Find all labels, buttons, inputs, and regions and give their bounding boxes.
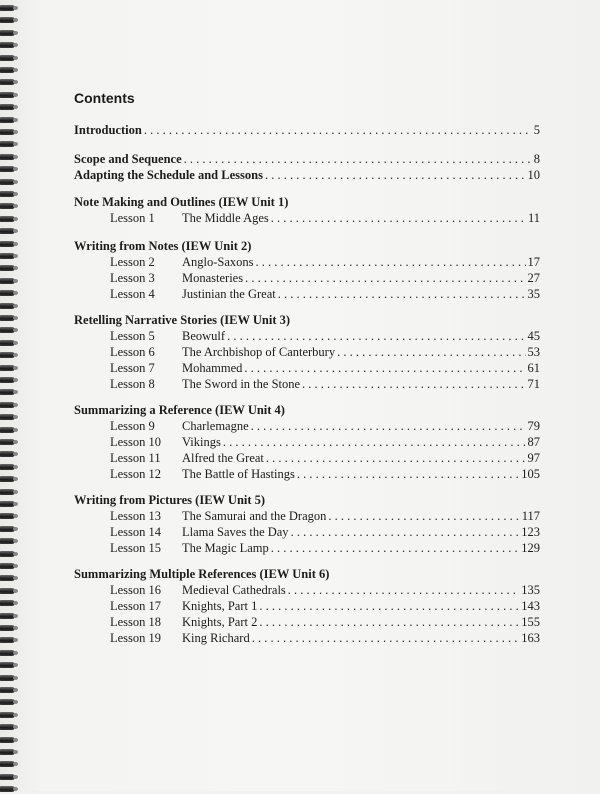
spiral-coil <box>0 41 20 50</box>
toc-page-number: 10 <box>527 168 540 182</box>
spiral-coil <box>0 624 20 633</box>
toc-page-number: 129 <box>521 541 540 555</box>
spiral-coil <box>0 190 20 199</box>
leader-dots <box>297 466 519 482</box>
spiral-coil <box>0 612 20 621</box>
toc-lesson-row <box>110 286 540 302</box>
leader-dots <box>291 524 520 540</box>
spiral-coil <box>0 4 20 13</box>
spiral-binding <box>0 0 22 791</box>
spiral-coil <box>0 413 20 422</box>
leader-dots <box>337 344 525 360</box>
toc-page-number: 135 <box>521 583 540 597</box>
spiral-coil <box>0 116 20 125</box>
spiral-coil <box>0 252 20 261</box>
lesson-title: The Samurai and the Dragon <box>182 509 327 523</box>
toc-entry-title: Scope and Sequence <box>74 152 182 166</box>
toc-page-number: 143 <box>521 599 540 613</box>
spiral-coil <box>0 475 20 484</box>
spiral-coil <box>0 574 20 583</box>
spiral-coil <box>0 686 20 695</box>
spiral-coil <box>0 103 20 112</box>
spiral-coil <box>0 54 20 63</box>
toc-entry-introduction <box>74 122 540 138</box>
spiral-coil <box>0 500 20 509</box>
toc-page-number: 97 <box>527 451 540 465</box>
toc-page-number: 71 <box>527 377 540 391</box>
toc-page-number: 117 <box>521 509 540 523</box>
spiral-coil <box>0 388 20 397</box>
lesson-number: Lesson 12 <box>110 467 162 481</box>
spiral-coil <box>0 760 20 769</box>
toc-lesson-row <box>110 376 540 392</box>
lesson-number: Lesson 4 <box>110 287 155 301</box>
lesson-number: Lesson 5 <box>110 329 155 343</box>
unit-heading: Retelling Narrative Stories (IEW Unit 3) <box>74 313 291 327</box>
leader-dots <box>259 598 519 614</box>
lesson-number: Lesson 13 <box>110 509 162 523</box>
spiral-coil <box>0 227 20 236</box>
lesson-title: Llama Saves the Day <box>182 525 289 539</box>
toc-lesson-row <box>110 598 540 614</box>
lesson-title: Alfred the Great <box>182 451 264 465</box>
spiral-coil <box>0 426 20 435</box>
toc-entry-title: Introduction <box>74 123 142 137</box>
leader-dots <box>288 582 519 598</box>
lesson-number: Lesson 1 <box>110 211 155 225</box>
spiral-coil <box>0 326 20 335</box>
spiral-coil <box>0 215 20 224</box>
spiral-coil <box>0 364 20 373</box>
spiral-coil <box>0 91 20 100</box>
toc-lesson-row <box>110 508 540 524</box>
spiral-coil <box>0 636 20 645</box>
spiral-coil <box>0 66 20 75</box>
toc-lesson-row <box>110 524 540 540</box>
spiral-coil <box>0 165 20 174</box>
lesson-number: Lesson 2 <box>110 255 155 269</box>
unit-heading: Writing from Notes (IEW Unit 2) <box>74 239 252 253</box>
lesson-title: The Sword in the Stone <box>182 377 301 391</box>
spiral-coil <box>0 128 20 137</box>
page-title: Contents <box>74 90 135 106</box>
toc-page-number: 17 <box>527 255 540 269</box>
spiral-coil <box>0 264 20 273</box>
lesson-title: The Battle of Hastings <box>182 467 295 481</box>
spiral-coil <box>0 302 20 311</box>
toc-page-number: 87 <box>527 435 540 449</box>
leader-dots <box>271 210 526 226</box>
spiral-coil <box>0 314 20 323</box>
lesson-number: Lesson 3 <box>110 271 155 285</box>
lesson-title: Beowulf <box>182 329 226 343</box>
unit-heading: Note Making and Outlines (IEW Unit 1) <box>74 195 289 209</box>
spiral-coil <box>0 16 20 25</box>
lesson-number: Lesson 19 <box>110 631 162 645</box>
lesson-title: The Magic Lamp <box>182 541 269 555</box>
lesson-number: Lesson 9 <box>110 419 155 433</box>
spiral-coil <box>0 289 20 298</box>
toc-lesson-row <box>110 344 540 360</box>
lesson-title: Vikings <box>182 435 221 449</box>
toc-lesson-row <box>110 434 540 450</box>
lesson-title: King Richard <box>182 631 250 645</box>
spiral-coil <box>0 351 20 360</box>
leader-dots <box>328 508 519 524</box>
lesson-title: The Middle Ages <box>182 211 269 225</box>
lesson-title: The Archbishop of Canterbury <box>182 345 336 359</box>
lesson-title: Monasteries <box>182 271 244 285</box>
toc-lesson-row <box>110 540 540 556</box>
toc-page-number: 53 <box>527 345 540 359</box>
toc-entry-title: Adapting the Schedule and Lessons <box>74 168 263 182</box>
spiral-coil <box>0 736 20 745</box>
spiral-coil <box>0 525 20 534</box>
leader-dots <box>271 540 519 556</box>
toc-page-number: 8 <box>533 152 540 166</box>
toc-entry-adapting <box>74 167 540 183</box>
spiral-coil <box>0 140 20 149</box>
spiral-coil <box>0 277 20 286</box>
toc-page-number: 35 <box>527 287 540 301</box>
leader-dots <box>278 286 526 302</box>
toc-lesson-row <box>110 582 540 598</box>
toc-lesson-row <box>110 360 540 376</box>
toc-page-number: 79 <box>527 419 540 433</box>
toc-page-number: 11 <box>527 211 540 225</box>
toc-lesson-row <box>110 614 540 630</box>
toc-entry-scope <box>74 151 540 167</box>
lesson-title: Mohammed <box>182 361 243 375</box>
toc-lesson-row <box>110 270 540 286</box>
spiral-coil <box>0 773 20 782</box>
lesson-title: Knights, Part 2 <box>182 615 258 629</box>
leader-dots <box>223 434 526 450</box>
spiral-coil <box>0 376 20 385</box>
lesson-number: Lesson 8 <box>110 377 155 391</box>
lesson-title: Medieval Cathedrals <box>182 583 286 597</box>
leader-dots <box>302 376 525 392</box>
lesson-number: Lesson 6 <box>110 345 155 359</box>
toc-lesson-row <box>110 210 540 226</box>
spiral-coil <box>0 698 20 707</box>
lesson-number: Lesson 11 <box>110 451 161 465</box>
toc-page-number: 123 <box>521 525 540 539</box>
lesson-number: Lesson 7 <box>110 361 155 375</box>
spiral-coil <box>0 723 20 732</box>
spiral-coil <box>0 488 20 497</box>
spiral-coil <box>0 550 20 559</box>
spiral-coil <box>0 661 20 670</box>
spiral-coil <box>0 450 20 459</box>
spiral-coil <box>0 785 20 794</box>
lesson-title: Charlemagne <box>182 419 249 433</box>
spiral-coil <box>0 438 20 447</box>
spiral-coil <box>0 587 20 596</box>
spiral-coil <box>0 202 20 211</box>
spiral-coil <box>0 401 20 410</box>
spiral-coil <box>0 537 20 546</box>
toc-lesson-row <box>110 254 540 270</box>
leader-dots <box>144 122 532 138</box>
unit-heading: Summarizing Multiple References (IEW Unit 6) <box>74 567 330 581</box>
toc-lesson-row <box>110 466 540 482</box>
spiral-coil <box>0 562 20 571</box>
toc-page-number: 105 <box>521 467 540 481</box>
leader-dots <box>245 270 525 286</box>
spiral-coil <box>0 748 20 757</box>
spiral-coil <box>0 599 20 608</box>
toc-page-number: 27 <box>527 271 540 285</box>
spiral-coil <box>0 674 20 683</box>
leader-dots <box>244 360 525 376</box>
leader-dots <box>265 167 526 183</box>
leader-dots <box>184 151 532 167</box>
toc-page-number: 163 <box>521 631 540 645</box>
toc-page-number: 5 <box>533 123 540 137</box>
leader-dots <box>266 450 526 466</box>
spiral-coil <box>0 512 20 521</box>
lesson-number: Lesson 10 <box>110 435 162 449</box>
unit-heading: Writing from Pictures (IEW Unit 5) <box>74 493 266 507</box>
toc-lesson-row <box>110 630 540 646</box>
lesson-number: Lesson 15 <box>110 541 162 555</box>
leader-dots <box>227 328 525 344</box>
spiral-coil <box>0 711 20 720</box>
toc-page-number: 45 <box>527 329 540 343</box>
spiral-coil <box>0 463 20 472</box>
toc-lesson-row <box>110 418 540 434</box>
lesson-title: Anglo-Saxons <box>182 255 254 269</box>
spiral-coil <box>0 240 20 249</box>
lesson-title: Knights, Part 1 <box>182 599 258 613</box>
unit-heading: Summarizing a Reference (IEW Unit 4) <box>74 403 285 417</box>
spiral-coil <box>0 649 20 658</box>
lesson-number: Lesson 18 <box>110 615 162 629</box>
lesson-number: Lesson 14 <box>110 525 162 539</box>
spiral-coil <box>0 153 20 162</box>
spiral-coil <box>0 178 20 187</box>
spiral-coil <box>0 29 20 38</box>
lesson-number: Lesson 16 <box>110 583 162 597</box>
toc-page-number: 155 <box>521 615 540 629</box>
spiral-coil <box>0 339 20 348</box>
lesson-title: Justinian the Great <box>182 287 276 301</box>
toc-lesson-row <box>110 328 540 344</box>
leader-dots <box>256 254 526 270</box>
lesson-number: Lesson 17 <box>110 599 162 613</box>
leader-dots <box>251 418 526 434</box>
leader-dots <box>259 614 519 630</box>
spiral-coil <box>0 78 20 87</box>
toc-page-number: 61 <box>527 361 540 375</box>
toc-lesson-row <box>110 450 540 466</box>
leader-dots <box>252 630 520 646</box>
